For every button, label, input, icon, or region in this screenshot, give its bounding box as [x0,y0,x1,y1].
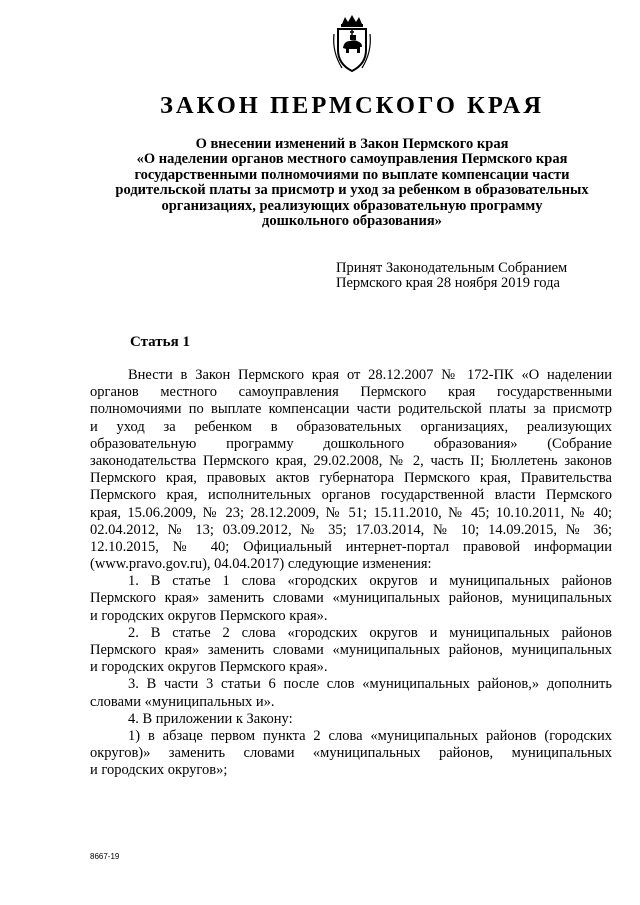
adoption-line: Принят Законодательным Собранием [336,260,568,276]
paragraph-line: Внести в Закон Пермского края от 28.12.2007 № 172-ПК «О наделении [128,367,612,383]
paragraph-line: образовательную программу дошкольного образования» (Собрание [90,435,612,452]
paragraph-line: 12.10.2015, № 40; Официальный интернет-портал правовой информации [90,538,612,555]
paragraph-line: полномочиями по выплате компенсации части родительской платы за присмотр [90,401,612,418]
paragraph-line: органов местного самоуправления Пермского края государственными [90,384,612,401]
paragraph-line: округов)» заменить словами «муниципальных районов, муниципальных [90,745,612,762]
article-paragraph [90,367,612,573]
subtitle-line: «О наделении органов местного самоуправления Пермского края [136,151,568,168]
article-paragraph [90,728,612,780]
adoption-note [336,261,616,290]
paragraph-line: Пермского края» заменить словами «муниципальных районов, муниципальных [90,642,612,658]
subtitle-line: О внесении изменений в Закон Пермского края [195,136,509,152]
article-paragraph [90,573,612,625]
paragraph-line: словами «муниципальных и». [90,693,275,710]
document-code: 8667-19 [90,852,120,861]
paragraph-line: Пермского края» заменить словами «муниципальных районов, муниципальных [90,590,612,607]
subtitle-line: организациях, реализующих образовательную программу [161,197,543,214]
paragraph-line: (www.pravo.gov.ru), 04.04.2017) следующие изменения: [90,556,432,573]
article-heading: Статья 1 [130,334,190,350]
paragraph-line: Пермского края, правовых актов губернатора Пермского края, Правительства [90,470,612,487]
paragraph-line: Пермского края, исполнительных органов государственной власти Пермского [90,487,612,504]
paragraph-line: и городских округов Пермского края». [90,607,328,624]
paragraph-line: 1. В статье 1 слова «городских округов и муниципальных районов [128,573,612,590]
subtitle-line: государственными полномочиями по выплате компенсации части [134,166,570,183]
paragraph-line: и уход за ребенком в образовательных организациях, реализующих [90,418,612,435]
article-paragraph [90,676,612,710]
paragraph-line: и городских округов Пермского края». [90,659,328,676]
paragraph-line: 3. В части 3 статьи 6 после слов «муниципальных районов,» дополнить [128,676,612,693]
paragraph-line: 02.04.2012, № 13; 03.09.2012, № 35; 17.03.2014, № 10; 14.09.2015, № 36; [90,521,612,538]
paragraph-line: 2. В статье 2 слова «городских округов и муниципальных районов [128,624,612,641]
paragraph-line: края, 15.06.2009, № 23; 28.12.2009, № 51; 15.11.2010, № 45; 10.10.2011, № 40; [90,504,612,521]
article-body [90,367,612,780]
paragraph-line: и городских округов»; [90,762,228,779]
adoption-line: Пермского края 28 ноября 2019 года [336,274,560,291]
perm-krai-coat-of-arms-icon [328,14,376,74]
article-paragraph [90,625,612,677]
law-subtitle [110,137,594,229]
subtitle-line: родительской платы за присмотр и уход за ребенком в образовательных [115,182,589,199]
paragraph-line: 1) в абзаце первом пункта 2 слова «муниципальных районов (городских [128,727,612,744]
article-paragraph [90,711,612,728]
subtitle-line: дошкольного образования» [262,213,442,230]
paragraph-line: законодательства Пермского края, 29.02.2008, № 2, часть II; Бюллетень законов [90,452,612,469]
law-title: ЗАКОН ПЕРМСКОГО КРАЯ [159,92,545,119]
paragraph-line: 4. В приложении к Закону: [128,710,293,727]
